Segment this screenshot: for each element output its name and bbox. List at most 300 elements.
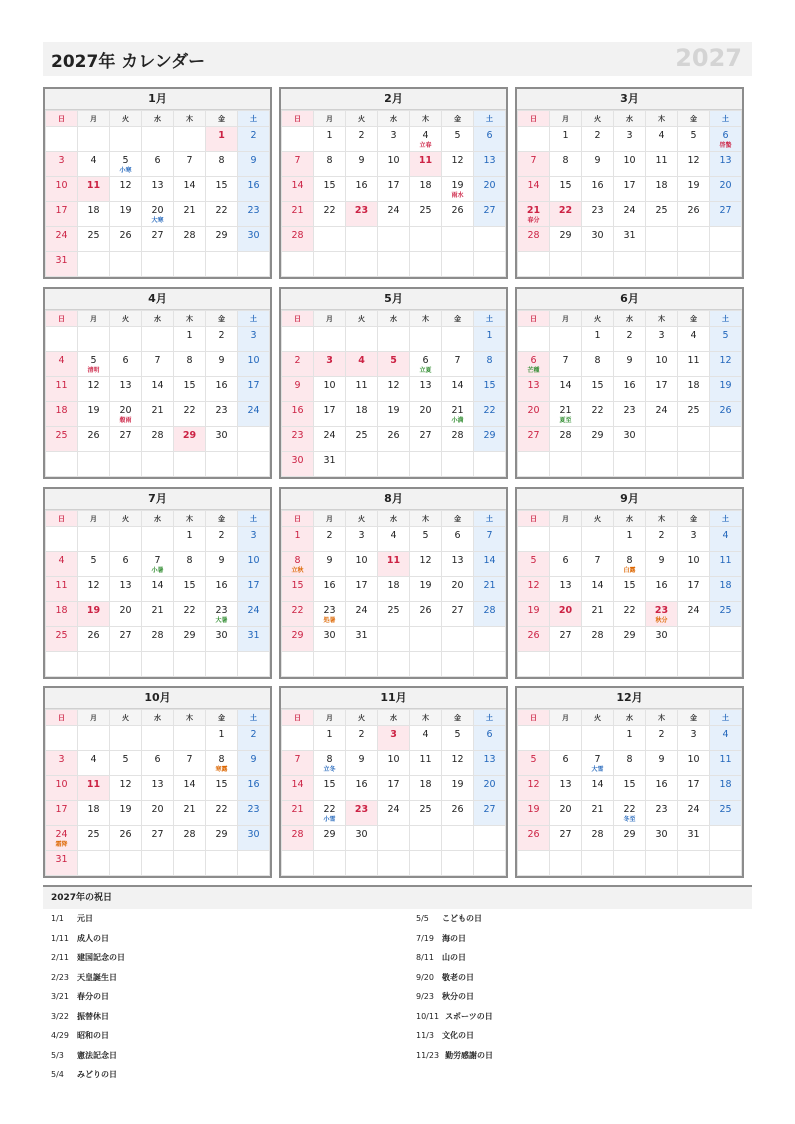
day-cell: [710, 776, 742, 801]
weekday-header: 金: [678, 710, 710, 726]
day-number: 19: [119, 804, 132, 815]
day-cell: [110, 627, 142, 652]
empty-cell: [78, 327, 110, 352]
day-cell: [474, 776, 506, 801]
day-number: 19: [119, 205, 132, 216]
empty-cell: [78, 452, 110, 477]
day-number: 6: [154, 155, 161, 166]
empty-cell: [550, 452, 582, 477]
day-number: 1: [626, 729, 633, 740]
day-cell: [206, 602, 238, 627]
day-number: 21: [526, 205, 541, 216]
day-cell: [678, 527, 710, 552]
day-number: 23: [215, 605, 228, 616]
day-number: 7: [294, 754, 301, 765]
day-cell: [710, 402, 742, 427]
day-number: 16: [355, 180, 368, 191]
empty-cell: [646, 652, 678, 677]
day-number: 26: [527, 829, 540, 840]
day-cell: [142, 776, 174, 801]
day-cell: [410, 177, 442, 202]
day-cell: [378, 751, 410, 776]
day-number: 28: [591, 829, 604, 840]
day-cell: [582, 577, 614, 602]
day-cell: [378, 427, 410, 452]
solar-term-label: 小満: [451, 417, 464, 424]
empty-cell: [110, 851, 142, 876]
day-number: 18: [419, 779, 432, 790]
day-number: 30: [291, 455, 304, 466]
day-number: 8: [626, 555, 633, 566]
weekday-header: 土: [710, 710, 742, 726]
empty-cell: [46, 527, 78, 552]
empty-cell: [346, 227, 378, 252]
day-number: 27: [483, 205, 496, 216]
day-cell: [282, 776, 314, 801]
empty-cell: [346, 252, 378, 277]
day-number: 24: [387, 205, 400, 216]
weekday-header: 日: [282, 710, 314, 726]
empty-cell: [174, 851, 206, 876]
day-cell: [582, 776, 614, 801]
weekday-header: 金: [206, 311, 238, 327]
empty-cell: [710, 452, 742, 477]
weekday-header: 水: [378, 511, 410, 527]
day-cell: [518, 552, 550, 577]
empty-cell: [518, 327, 550, 352]
day-cell: [142, 377, 174, 402]
weekday-header: 水: [614, 511, 646, 527]
day-number: 31: [323, 455, 336, 466]
empty-cell: [314, 227, 346, 252]
day-number: 2: [658, 729, 665, 740]
day-cell: [282, 352, 314, 377]
holiday-date: 10/11: [416, 1011, 440, 1021]
day-number: 24: [655, 405, 668, 416]
weekday-header: 月: [78, 511, 110, 527]
day-cell: [110, 751, 142, 776]
empty-cell: [142, 726, 174, 751]
empty-cell: [474, 826, 506, 851]
month-title: 2月: [281, 89, 506, 110]
day-cell: [110, 552, 142, 577]
day-number: 2: [250, 130, 257, 141]
day-number: 28: [151, 630, 164, 641]
day-cell: [614, 602, 646, 627]
day-number: 24: [247, 405, 260, 416]
day-cell: [582, 552, 614, 577]
day-number: 4: [58, 555, 65, 566]
day-number: 14: [559, 380, 572, 391]
day-number: 15: [215, 779, 228, 790]
weekday-header: 火: [582, 710, 614, 726]
weekday-header: 水: [614, 710, 646, 726]
weekday-header: 土: [710, 111, 742, 127]
day-cell: [174, 352, 206, 377]
day-cell: [474, 377, 506, 402]
day-number: 8: [186, 355, 193, 366]
empty-cell: [474, 227, 506, 252]
empty-cell: [410, 252, 442, 277]
weekday-header: 日: [46, 710, 78, 726]
day-cell: [614, 152, 646, 177]
empty-cell: [282, 726, 314, 751]
day-number: 8: [326, 155, 333, 166]
day-number: 2: [358, 729, 365, 740]
month-title: 9月: [517, 489, 742, 510]
empty-cell: [174, 252, 206, 277]
day-number: 10: [687, 754, 700, 765]
day-cell: [646, 776, 678, 801]
day-number: 9: [250, 155, 257, 166]
day-number: 1: [294, 530, 301, 541]
day-cell: [314, 177, 346, 202]
day-cell: [314, 726, 346, 751]
day-number: 23: [215, 405, 228, 416]
day-cell: [346, 527, 378, 552]
day-cell: [442, 726, 474, 751]
day-cell: [314, 352, 346, 377]
day-number: 23: [354, 205, 369, 216]
day-cell: [282, 227, 314, 252]
day-number: 15: [291, 580, 304, 591]
day-cell: [518, 177, 550, 202]
day-cell: [174, 627, 206, 652]
day-cell: [410, 527, 442, 552]
day-number: 23: [354, 804, 369, 815]
month-calendar: [279, 686, 508, 878]
day-number: 22: [623, 605, 636, 616]
empty-cell: [614, 252, 646, 277]
weekday-header: 金: [442, 111, 474, 127]
empty-cell: [646, 227, 678, 252]
month-title: 6月: [517, 289, 742, 310]
day-number: 24: [687, 804, 700, 815]
day-cell: [550, 377, 582, 402]
page-title: 2027年 カレンダー: [51, 52, 206, 72]
day-number: 13: [483, 155, 496, 166]
day-cell: [314, 776, 346, 801]
day-number: 10: [655, 355, 668, 366]
day-cell: [110, 202, 142, 227]
day-number: 7: [530, 155, 537, 166]
day-number: 22: [291, 605, 304, 616]
day-cell: [378, 726, 410, 751]
holiday-item: [408, 1007, 748, 1027]
empty-cell: [78, 652, 110, 677]
empty-cell: [518, 851, 550, 876]
day-number: 9: [358, 155, 365, 166]
day-number: 18: [355, 405, 368, 416]
day-cell: [378, 577, 410, 602]
day-number: 25: [55, 430, 68, 441]
day-cell: [582, 627, 614, 652]
weekday-header: 水: [142, 311, 174, 327]
day-number: 20: [419, 405, 432, 416]
day-number: 23: [591, 205, 604, 216]
day-cell: [282, 627, 314, 652]
day-cell: [646, 177, 678, 202]
day-number: 12: [419, 555, 432, 566]
day-number: 30: [623, 430, 636, 441]
day-number: 5: [690, 130, 697, 141]
day-number: 16: [323, 580, 336, 591]
day-cell: [238, 152, 270, 177]
day-cell: [238, 726, 270, 751]
empty-cell: [142, 652, 174, 677]
holiday-item: [408, 1046, 748, 1066]
day-number: 27: [151, 230, 164, 241]
empty-cell: [346, 452, 378, 477]
solar-term-label: 芒種: [527, 367, 540, 374]
empty-cell: [378, 452, 410, 477]
day-number: 22: [591, 405, 604, 416]
empty-cell: [474, 851, 506, 876]
day-number: 14: [527, 180, 540, 191]
day-number: 26: [119, 230, 132, 241]
day-number: 2: [326, 530, 333, 541]
month-title: 3月: [517, 89, 742, 110]
day-number: 9: [658, 555, 665, 566]
solar-term-label: 冬至: [623, 816, 636, 823]
solar-term-label: 立春: [419, 142, 432, 149]
month-title: 10月: [45, 688, 270, 709]
day-number: 21: [591, 605, 604, 616]
empty-cell: [282, 851, 314, 876]
day-number: 3: [658, 330, 665, 341]
day-cell: [518, 377, 550, 402]
holiday-name: 文化の日: [442, 1031, 474, 1040]
solar-term-label: 立秋: [291, 567, 304, 574]
day-number: 16: [655, 580, 668, 591]
day-number: 17: [687, 580, 700, 591]
empty-cell: [582, 252, 614, 277]
day-number: 17: [247, 580, 260, 591]
empty-cell: [518, 452, 550, 477]
day-cell: [442, 801, 474, 826]
month-title: 5月: [281, 289, 506, 310]
day-cell: [110, 177, 142, 202]
day-number: 29: [183, 630, 196, 641]
day-number: 25: [419, 804, 432, 815]
holiday-item: [43, 1007, 383, 1027]
solar-term-label: 大暑: [215, 617, 228, 624]
day-cell: [410, 726, 442, 751]
day-number: 6: [486, 130, 493, 141]
day-cell: [614, 327, 646, 352]
day-cell: [710, 177, 742, 202]
empty-cell: [442, 227, 474, 252]
day-number: 17: [655, 380, 668, 391]
empty-cell: [314, 252, 346, 277]
day-cell: [142, 602, 174, 627]
day-number: 3: [250, 530, 257, 541]
empty-cell: [678, 851, 710, 876]
month-calendar: [279, 87, 508, 279]
day-number: 1: [186, 330, 193, 341]
day-cell: [614, 527, 646, 552]
day-cell: [282, 377, 314, 402]
weekday-header: 水: [614, 311, 646, 327]
holiday-item: [43, 929, 383, 949]
day-number: 5: [722, 330, 729, 341]
day-cell: [378, 801, 410, 826]
day-number: 21: [451, 405, 464, 416]
day-number: 23: [247, 804, 260, 815]
day-cell: [346, 776, 378, 801]
day-cell: [282, 152, 314, 177]
day-number: 1: [626, 530, 633, 541]
day-number: 10: [623, 155, 636, 166]
day-cell: [238, 627, 270, 652]
day-number: 3: [390, 130, 397, 141]
empty-cell: [46, 327, 78, 352]
month-title: 8月: [281, 489, 506, 510]
day-cell: [174, 402, 206, 427]
weekday-header: 火: [346, 311, 378, 327]
day-cell: [314, 751, 346, 776]
day-cell: [206, 377, 238, 402]
day-cell: [174, 826, 206, 851]
day-cell: [174, 427, 206, 452]
empty-cell: [78, 127, 110, 152]
day-number: 16: [247, 779, 260, 790]
day-number: 28: [559, 430, 572, 441]
holiday-date: 1/1: [51, 914, 64, 923]
weekday-header: 金: [442, 311, 474, 327]
day-number: 27: [451, 605, 464, 616]
day-cell: [582, 751, 614, 776]
weekday-header: 木: [174, 311, 206, 327]
day-cell: [518, 427, 550, 452]
weekday-header: 木: [646, 111, 678, 127]
day-cell: [174, 751, 206, 776]
day-cell: [346, 202, 378, 227]
day-cell: [678, 826, 710, 851]
empty-cell: [614, 652, 646, 677]
holiday-name: みどりの日: [77, 1070, 117, 1079]
day-number: 7: [186, 155, 193, 166]
holiday-item: [408, 1026, 748, 1046]
day-cell: [710, 202, 742, 227]
day-cell: [282, 427, 314, 452]
month-calendar: [43, 287, 272, 479]
day-cell: [314, 527, 346, 552]
day-cell: [582, 801, 614, 826]
weekday-header: 火: [346, 111, 378, 127]
day-cell: [410, 801, 442, 826]
day-number: 13: [419, 380, 432, 391]
day-cell: [78, 352, 110, 377]
day-number: 20: [483, 779, 496, 790]
day-cell: [238, 776, 270, 801]
day-number: 30: [323, 630, 336, 641]
holiday-item: [43, 1046, 383, 1066]
day-cell: [646, 327, 678, 352]
day-cell: [474, 327, 506, 352]
day-cell: [582, 127, 614, 152]
day-cell: [474, 801, 506, 826]
day-number: 17: [687, 779, 700, 790]
day-cell: [142, 751, 174, 776]
day-number: 3: [358, 530, 365, 541]
day-cell: [646, 627, 678, 652]
day-number: 21: [591, 804, 604, 815]
day-number: 3: [58, 754, 65, 765]
day-cell: [378, 602, 410, 627]
solar-term-label: 白露: [623, 567, 636, 574]
day-number: 16: [591, 180, 604, 191]
page-header: [43, 42, 752, 76]
weekday-header: 日: [46, 511, 78, 527]
holiday-item: [408, 987, 748, 1007]
day-cell: [238, 127, 270, 152]
day-number: 14: [451, 380, 464, 391]
day-cell: [206, 527, 238, 552]
holiday-date: 5/3: [51, 1050, 64, 1060]
day-cell: [442, 352, 474, 377]
day-number: 22: [323, 804, 336, 815]
day-cell: [142, 152, 174, 177]
weekday-header: 木: [646, 710, 678, 726]
day-number: 7: [154, 555, 161, 566]
day-number: 27: [151, 829, 164, 840]
day-number: 3: [58, 155, 65, 166]
day-number: 9: [218, 555, 225, 566]
holiday-item: [43, 1065, 383, 1085]
day-cell: [378, 552, 410, 577]
day-number: 2: [358, 130, 365, 141]
day-cell: [174, 577, 206, 602]
day-cell: [550, 826, 582, 851]
day-number: 26: [119, 829, 132, 840]
day-number: 9: [358, 754, 365, 765]
day-cell: [78, 202, 110, 227]
day-number: 5: [422, 530, 429, 541]
day-number: 24: [323, 430, 336, 441]
day-cell: [174, 177, 206, 202]
day-number: 19: [387, 405, 400, 416]
day-cell: [78, 776, 110, 801]
day-cell: [142, 826, 174, 851]
day-number: 14: [591, 779, 604, 790]
day-number: 25: [719, 605, 732, 616]
day-cell: [346, 427, 378, 452]
day-number: 20: [719, 180, 732, 191]
empty-cell: [110, 127, 142, 152]
weekday-header: 月: [550, 311, 582, 327]
day-cell: [378, 402, 410, 427]
empty-cell: [110, 452, 142, 477]
day-cell: [142, 352, 174, 377]
day-number: 25: [355, 430, 368, 441]
day-cell: [346, 152, 378, 177]
holiday-list-left: [43, 909, 383, 1085]
day-number: 22: [215, 804, 228, 815]
empty-cell: [46, 127, 78, 152]
holiday-item: [408, 968, 748, 988]
holiday-date: 2/23: [51, 972, 69, 982]
day-number: 25: [419, 205, 432, 216]
empty-cell: [518, 726, 550, 751]
day-cell: [582, 352, 614, 377]
day-cell: [78, 627, 110, 652]
day-cell: [410, 352, 442, 377]
day-number: 30: [655, 829, 668, 840]
holiday-item: [408, 929, 748, 949]
empty-cell: [410, 227, 442, 252]
weekday-header: 火: [346, 710, 378, 726]
